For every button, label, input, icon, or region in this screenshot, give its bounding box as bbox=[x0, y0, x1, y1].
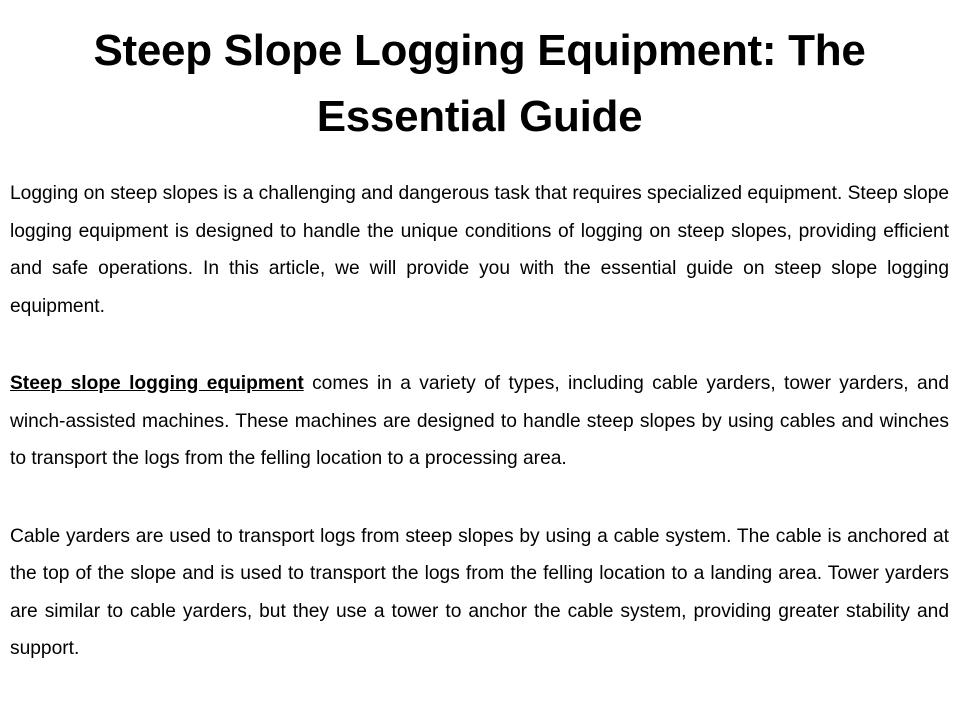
equipment-types-text: comes in a variety of types, including cable yarders, tower yarders, and winch-assisted machines. These machines are designed to handle steep slopes by using cables and winches to transport the logs from the felling location to a processing area. bbox=[10, 373, 949, 469]
page-title: Steep Slope Logging Equipment: The Essential Guide bbox=[93, 26, 866, 141]
cable-yarders-paragraph: Cable yarders are used to transport logs from steep slopes by using a cable system. The cable is anchored at the top of the slope and is used to transport the logs from the felling location to a landing area. Tower yarders are similar to cable yarders, but they use a tower to anchor the cable system, providing greater stability and support. bbox=[10, 525, 949, 659]
equipment-types-paragraph bbox=[10, 365, 949, 478]
intro-paragraph: Logging on steep slopes is a challenging and dangerous task that requires specialized equipment. Steep slope logging equipment is designed to handle the unique conditions of logging on steep slopes, providing efficient and safe operations. In this article, we will provide you with the essential guide on steep slope logging equipment. bbox=[10, 183, 949, 317]
steep-slope-equipment-link[interactable]: Steep slope logging equipment bbox=[10, 373, 304, 394]
